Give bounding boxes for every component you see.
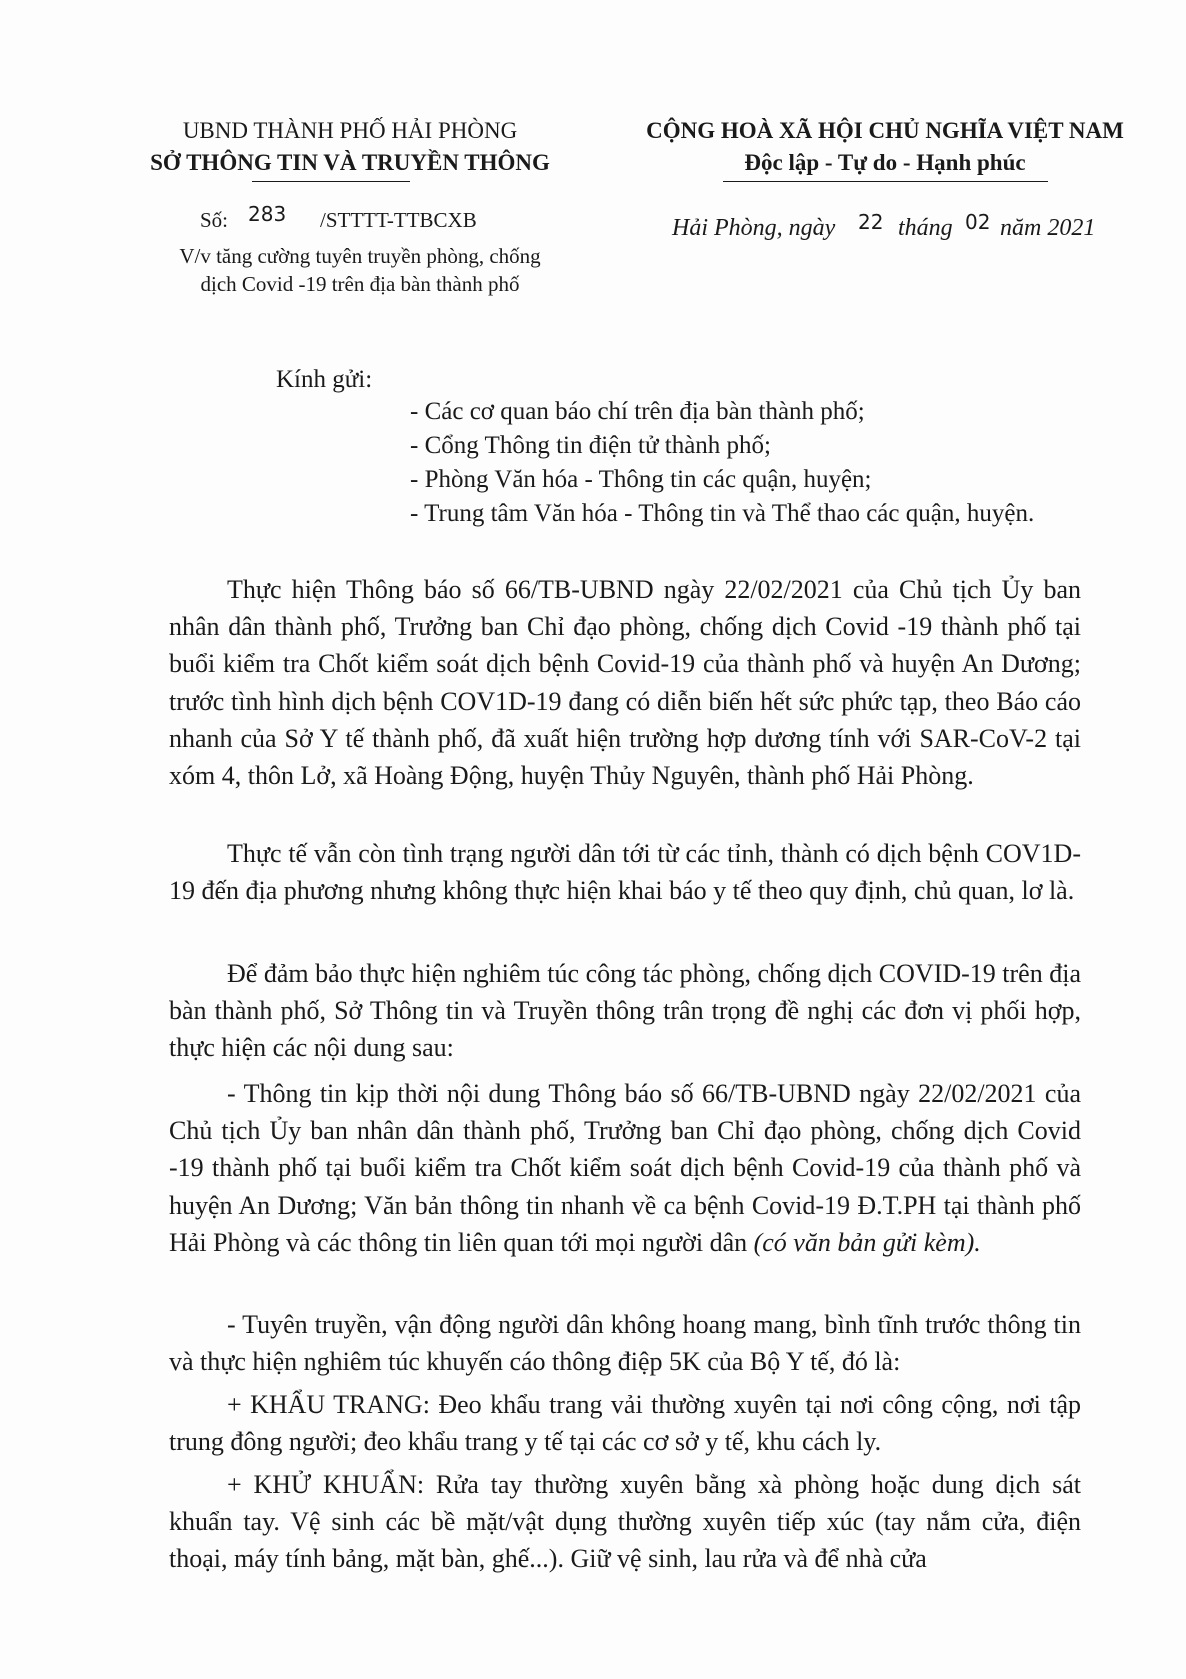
body-paragraph-3: Để đảm bảo thực hiện nghiêm túc công tác phòng, chống dịch COVID-19 trên địa bàn thành phố, Sở Thông tin và Truyền thông trân trọng đề nghị các đơn vị phối hợp, thực hiện các nội dung sau: (169, 959, 1081, 1063)
document-number (200, 208, 228, 233)
national-motto (615, 150, 1155, 176)
body-paragraph-2: Thực tế vẫn còn tình trạng người dân tới từ các tỉnh, thành có dịch bệnh COV1D-19 đến địa phương nhưng không thực hiện khai báo y tế theo quy định, chủ quan, lơ là. (169, 839, 1081, 906)
recipient-item: - Cổng Thông tin điện tử thành phố; (410, 432, 771, 459)
subject-text-2: dịch Covid -19 trên địa bàn thành phố (200, 272, 520, 296)
subject-line-2 (140, 272, 580, 297)
date-month-value: 02 (965, 210, 991, 234)
authority-line: UBND THÀNH PHỐ HẢI PHÒNG (182, 118, 518, 143)
recipients-label-text: Kính gửi: (276, 366, 373, 393)
body-paragraph-4 (169, 1075, 1081, 1261)
date-day-value: 22 (858, 210, 884, 234)
date-year-value: năm 2021 (1000, 215, 1096, 241)
recipient-item: - Phòng Văn hóa - Thông tin các quận, huyện; (410, 466, 872, 493)
date-place: Hải Phòng, ngày (672, 215, 836, 241)
document-number-value (248, 202, 286, 226)
issuing-department (130, 150, 570, 176)
paragraph-4-text: - Thông tin kịp thời nội dung Thông báo số 66/TB-UBND ngày 22/02/2021 của Chủ tịch Ủy ban nhân dân thành phố, Trưởng ban Chỉ đạo phòng, chống dịch Covid -19 thành phố tại buổi kiểm tra Chốt kiểm soát dịch bệnh Covid-19 của thành phố và huyện An Dương; Văn bản thông tin nhanh về ca bệnh Covid-19 Đ.T.PH tại thành phố Hải Phòng và các thông tin liên quan tới mọi người dân (169, 1079, 1081, 1257)
recipients-label (276, 366, 372, 394)
national-motto-text: Độc lập - Tự do - Hạnh phúc (744, 150, 1026, 175)
recipient-item: - Trung tâm Văn hóa - Thông tin và Thể thao các quận, huyện. (410, 500, 1035, 527)
date-year (1000, 215, 1095, 242)
date-month-label (898, 215, 953, 242)
issuing-authority (140, 118, 560, 144)
department-line: SỞ THÔNG TIN VÀ TRUYỀN THÔNG (150, 150, 550, 175)
number-suffix: /STTTT-TTBCXB (320, 208, 477, 232)
number-prefix: Số: (200, 208, 229, 232)
national-title (615, 118, 1155, 144)
department-underline (252, 181, 410, 182)
recipients-list (410, 395, 1034, 531)
body-paragraph-6: + KHẨU TRANG: Đeo khẩu trang vải thường xuyên tại nơi công cộng, nơi tập trung đông người; đeo khẩu trang y tế tại các cơ sở y tế, khu cách ly. (169, 1390, 1081, 1457)
body-paragraph-1: Thực hiện Thông báo số 66/TB-UBND ngày 22/02/2021 của Chủ tịch Ủy ban nhân dân thành phố, Trưởng ban Chỉ đạo phòng, chống dịch Covid -19 thành phố tại buổi kiểm tra Chốt kiểm soát dịch bệnh Covid-19 của thành phố và huyện An Dương; trước tình hình dịch bệnh COV1D-19 đang có diễn biến hết sức phức tạp, theo Báo cáo nhanh của Sở Y tế thành phố, đã xuất hiện trường hợp dương tính với SAR-CoV-2 tại xóm 4, thôn Lở, xã Hoàng Động, huyện Thủy Nguyên, thành phố Hải Phòng. (169, 575, 1081, 791)
motto-underline (723, 181, 1048, 182)
paragraph-4-note: (có văn bản gửi kèm). (753, 1227, 981, 1257)
number-value: 283 (248, 202, 287, 226)
document-number-suffix (320, 208, 477, 233)
subject-line-1 (140, 244, 580, 269)
month-label: tháng (898, 215, 953, 241)
recipient-item: - Các cơ quan báo chí trên địa bàn thành phố; (410, 398, 865, 425)
body-paragraph-7: + KHỬ KHUẨN: Rửa tay thường xuyên bằng xà phòng hoặc dung dịch sát khuẩn tay. Vệ sinh các bề mặt/vật dụng thường xuyên tiếp xúc (tay nắm cửa, điện thoại, máy tính bảng, mặt bàn, ghế...). Giữ vệ sinh, lau rửa và để nhà cửa (169, 1470, 1081, 1574)
date-day (858, 210, 883, 234)
subject-text-1: V/v tăng cường tuyên truyền phòng, chống (179, 244, 541, 268)
body-paragraph-5: - Tuyên truyền, vận động người dân không hoang mang, bình tĩnh trước thông tin và thực hiện nghiêm túc khuyến cáo thông điệp 5K của Bộ Y tế, đó là: (169, 1310, 1081, 1377)
date-month (965, 210, 990, 234)
national-title-text: CỘNG HOÀ XÃ HỘI CHỦ NGHĨA VIỆT NAM (646, 118, 1124, 143)
date-line (672, 215, 835, 242)
